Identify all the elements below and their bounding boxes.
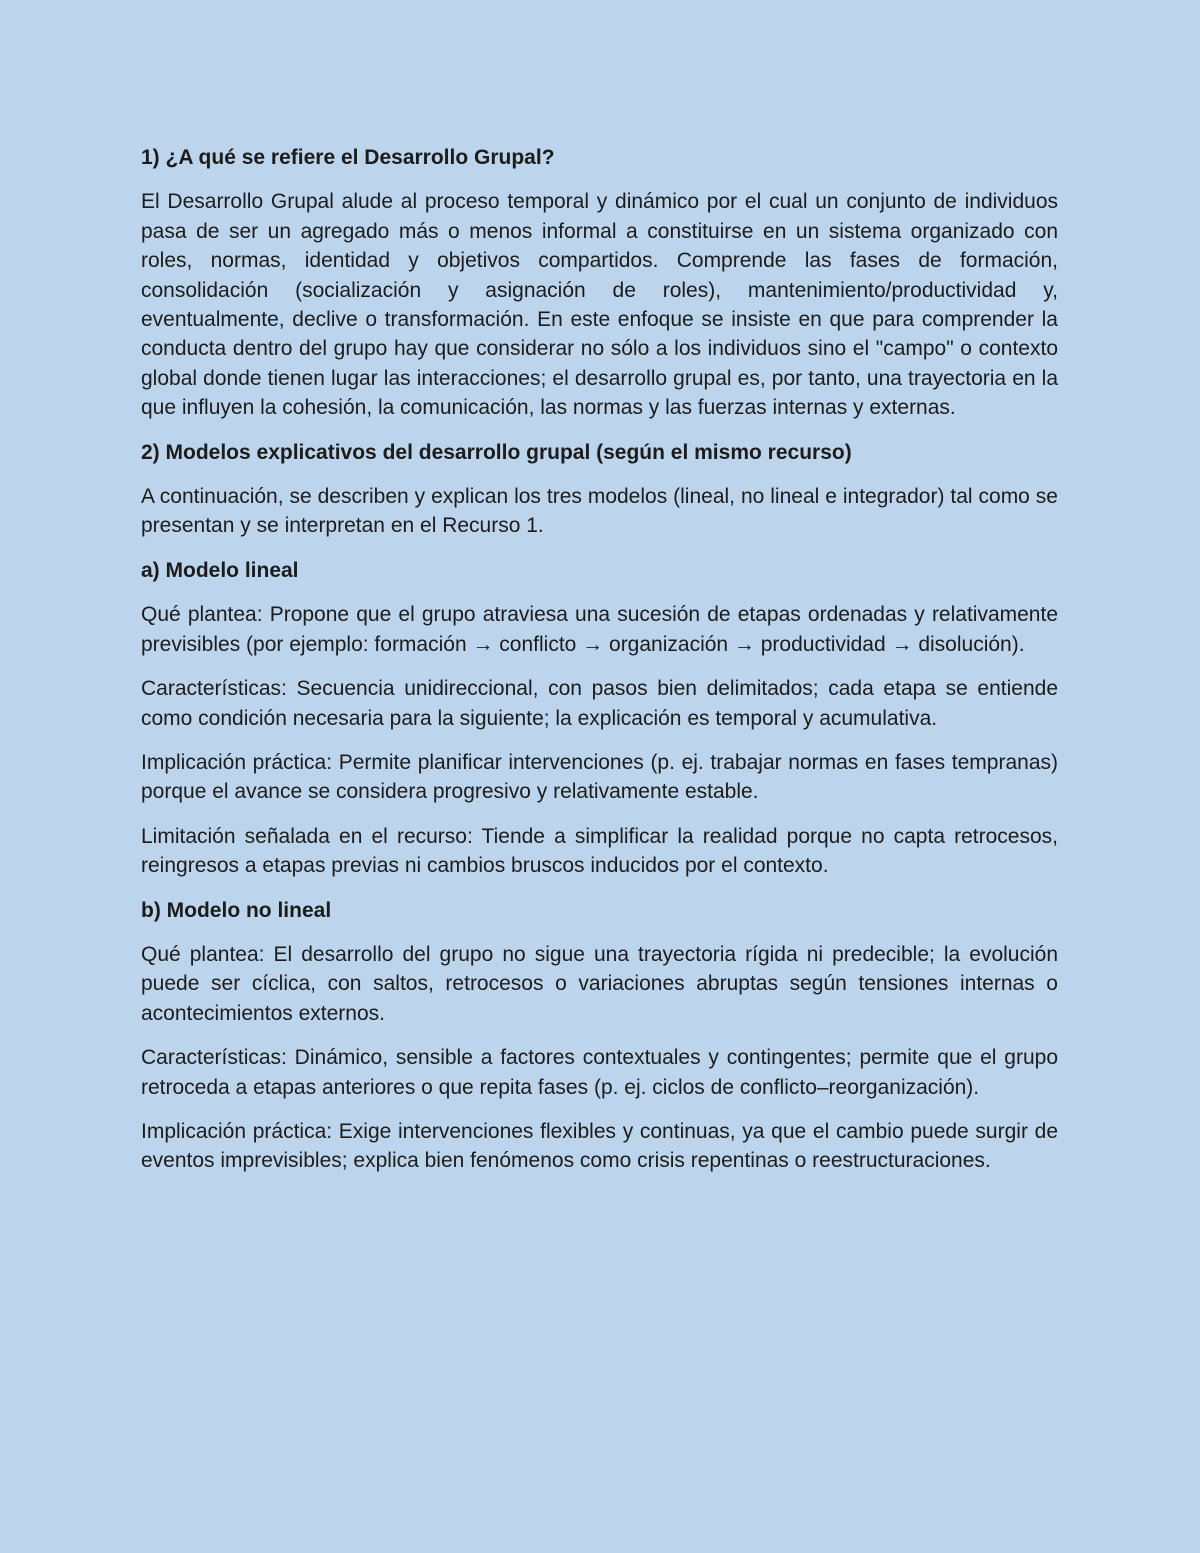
section-heading-modelo-lineal: a) Modelo lineal — [141, 558, 299, 582]
paragraph-no-lineal-implicacion: Implicación práctica: Exige intervenciones flexibles y continuas, ya que el cambio puede surgir de eventos imprevisibles; explica bien fenómenos como crisis repentinas o reestructuraciones. — [141, 1119, 1058, 1173]
paragraph-lineal-caracteristicas: Características: Secuencia unidireccional, con pasos bien delimitados; cada etapa se entiende como condición necesaria para la siguiente; la explicación es temporal y acumulativa. — [141, 677, 1058, 730]
paragraph-definicion: El Desarrollo Grupal alude al proceso temporal y dinámico por el cual un conjunto de individuos pasa de ser un agregado más o menos informal a constituirse en un sistema organizado con roles, normas, identidad y objetivos compartidos. Comprende las fases de formación, consolidación (socialización y asignación de roles), mantenimiento/productividad y, eventualmente, declive o transformación. En este enfoque se insiste en que para comprender la conducta dentro del grupo hay que considerar no sólo a los individuos sino el "campo" o contexto global donde tienen lugar las interacciones; el desarrollo grupal es, por tanto, una trayectoria en la que influyen la cohesión, la comunicación, las normas y las fuerzas internas y externas. — [141, 190, 1058, 420]
paragraph-lineal-limitacion: Limitación señalada en el recurso: Tiende a simplificar la realidad porque no capta retrocesos, reingresos a etapas previas ni cambios bruscos inducidos por el contexto. — [141, 824, 1058, 878]
section-heading-desarrollo-grupal: 1) ¿A qué se refiere el Desarrollo Grupal? — [141, 146, 555, 169]
paragraph-no-lineal-plantea: Qué plantea: El desarrollo del grupo no sigue una trayectoria rígida ni predecible; la evolución puede ser cíclica, con saltos, retrocesos o variaciones abruptas según tensiones internas o acontecimientos externos. — [141, 942, 1058, 1025]
paragraph-no-lineal-caracteristicas: Características: Dinámico, sensible a factores contextuales y contingentes; permite que el grupo retroceda a etapas anteriores o que repita fases (p. ej. ciclos de conflicto–reorganización). — [141, 1046, 1058, 1099]
section-heading-modelos: 2) Modelos explicativos del desarrollo grupal (según el mismo recurso) — [141, 440, 852, 464]
paragraph-lineal-implicacion: Implicación práctica: Permite planificar intervenciones (p. ej. trabajar normas en fases tempranas) porque el avance se considera progresivo y relativamente estable. — [141, 750, 1058, 804]
paragraph-lineal-plantea: Qué plantea: Propone que el grupo atraviesa una sucesión de etapas ordenadas y relativamente previsibles (por ejemplo: formación → conflicto → organización → productividad → disolución). — [141, 603, 1058, 656]
document-page — [141, 143, 1058, 1191]
section-heading-modelo-no-lineal: b) Modelo no lineal — [141, 898, 332, 922]
paragraph-introduccion-modelos: A continuación, se describen y explican los tres modelos (lineal, no lineal e integrador) tal como se presentan y se interpretan en el Recurso 1. — [141, 485, 1058, 538]
